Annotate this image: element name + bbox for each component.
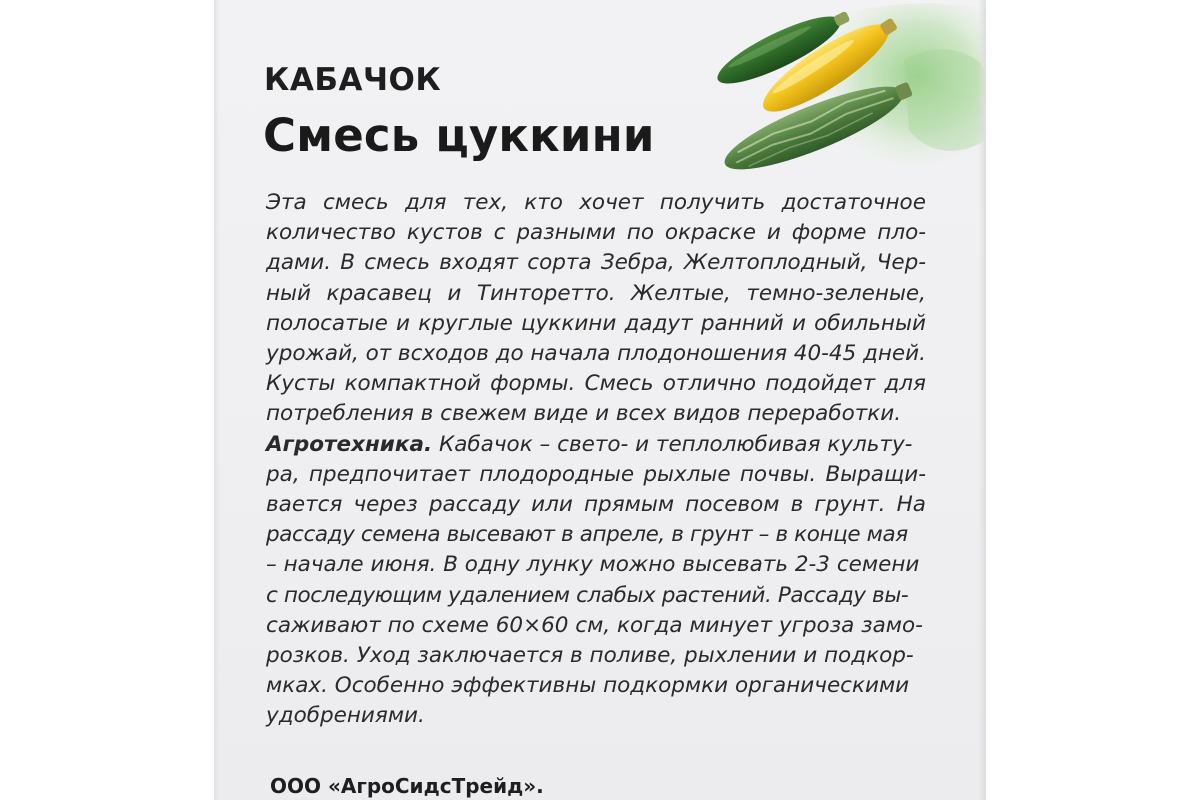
agrotech-text: Кабачок – свето- и теплолюбивая культу- bbox=[438, 431, 913, 457]
description-text bbox=[266, 188, 926, 732]
word: тех, bbox=[462, 190, 509, 215]
word: дней. bbox=[862, 341, 926, 367]
description-line bbox=[266, 309, 926, 339]
agrotech-line: – начале июня. В одну лунку можно высевать 2-3 семени bbox=[266, 552, 920, 578]
word: почвы. bbox=[739, 461, 817, 487]
word: количество bbox=[266, 220, 396, 246]
agrotech-line: мках. Особенно эффективны подкормки органическими bbox=[266, 673, 910, 699]
word: плодородные bbox=[479, 461, 635, 487]
agrotech-line bbox=[266, 460, 926, 490]
word: входят bbox=[439, 250, 519, 276]
word: кто bbox=[524, 190, 563, 215]
description-line bbox=[266, 339, 926, 369]
word: для bbox=[884, 371, 926, 397]
word: грунт. bbox=[814, 492, 886, 518]
word: от bbox=[365, 341, 392, 367]
word: в bbox=[790, 492, 804, 518]
word: дадут bbox=[624, 310, 693, 336]
word: окраске bbox=[664, 220, 756, 246]
word: подойдет bbox=[765, 371, 876, 397]
word: прямым bbox=[583, 492, 675, 518]
word: или bbox=[531, 492, 573, 518]
word: Выращи- bbox=[825, 461, 926, 487]
agrotech-line bbox=[266, 490, 926, 520]
word: и bbox=[447, 280, 462, 306]
word: вается bbox=[266, 492, 343, 518]
word: отлично bbox=[662, 371, 757, 397]
word: урожай, bbox=[266, 341, 359, 367]
word: через bbox=[353, 492, 418, 518]
word: по bbox=[626, 220, 655, 246]
word: получить bbox=[659, 190, 766, 215]
word: обильный bbox=[814, 310, 926, 336]
word: полосатые bbox=[266, 310, 388, 336]
word: 40-45 bbox=[793, 341, 857, 367]
agrotech-line: удобрениями. bbox=[266, 703, 425, 729]
word: и bbox=[766, 220, 781, 246]
word: Зебра, bbox=[600, 250, 675, 276]
word: формы. bbox=[490, 371, 576, 397]
description-line bbox=[266, 248, 926, 278]
word: пло- bbox=[877, 220, 926, 246]
word: для bbox=[404, 190, 447, 215]
word: и bbox=[791, 310, 806, 336]
word: Эта bbox=[266, 190, 307, 215]
zucchini-illustration-icon bbox=[704, 0, 986, 190]
word: и bbox=[396, 310, 411, 336]
agrotech-label: Агротехника. bbox=[266, 431, 433, 457]
company-name: ООО «АгроСидсТрейд». bbox=[270, 774, 544, 798]
agrotech-line: саживают по схеме 60×60 см, когда минует угроза замо- bbox=[266, 612, 923, 638]
word: дами. bbox=[266, 250, 332, 276]
variety-title: Смесь цуккини bbox=[263, 109, 655, 162]
word: В bbox=[340, 250, 356, 276]
word: до bbox=[495, 341, 524, 367]
crop-type-heading: КАБАЧОК bbox=[264, 62, 442, 98]
word: всходов bbox=[397, 341, 489, 367]
word: ранний bbox=[700, 310, 784, 336]
word: цуккини bbox=[521, 310, 617, 336]
word: кустов bbox=[406, 220, 483, 246]
word: предпочитает bbox=[308, 461, 471, 487]
word: сорта bbox=[527, 250, 592, 276]
word: хочет bbox=[579, 190, 644, 215]
word: рассаду bbox=[428, 492, 521, 518]
word: Желтые, bbox=[631, 280, 731, 306]
word: круглые bbox=[418, 310, 513, 336]
word: Желтоплодный, bbox=[683, 250, 868, 276]
word: достаточное bbox=[781, 190, 926, 215]
description-line: потребления в свежем виде и всех видов переработки. bbox=[266, 401, 902, 427]
description-line bbox=[266, 279, 926, 309]
word: компактной bbox=[344, 371, 481, 397]
word: темно-зеленые, bbox=[746, 280, 926, 306]
agrotech-line: с последующим удалением слабых растений. Рассаду вы- bbox=[266, 582, 909, 608]
seed-packet-back bbox=[214, 0, 986, 800]
word: На bbox=[896, 492, 926, 518]
description-line bbox=[266, 218, 926, 248]
word: начала bbox=[530, 341, 611, 367]
description-line bbox=[266, 369, 926, 399]
word: форме bbox=[791, 220, 867, 246]
word: Тинторетто. bbox=[476, 280, 616, 306]
word: Кусты bbox=[266, 371, 336, 397]
word: с bbox=[493, 220, 506, 246]
word: посевом bbox=[685, 492, 780, 518]
description-line bbox=[266, 188, 926, 218]
agrotech-line: розков. Уход заключается в поливе, рыхлении и подкор- bbox=[266, 643, 914, 669]
word: плодоношения bbox=[617, 341, 788, 367]
agrotech-first-line bbox=[266, 430, 926, 460]
agrotech-line: рассаду семена высевают в апреле, в грунт – в конце мая bbox=[266, 522, 908, 548]
word: разными bbox=[516, 220, 616, 246]
word: рыхлые bbox=[643, 461, 731, 487]
word: ра, bbox=[266, 461, 300, 487]
word: ный bbox=[266, 280, 312, 306]
word: красавец bbox=[326, 280, 432, 306]
word: смесь bbox=[364, 250, 430, 276]
word: Чер- bbox=[876, 250, 926, 276]
word: смесь bbox=[322, 190, 389, 215]
word: Смесь bbox=[584, 371, 654, 397]
